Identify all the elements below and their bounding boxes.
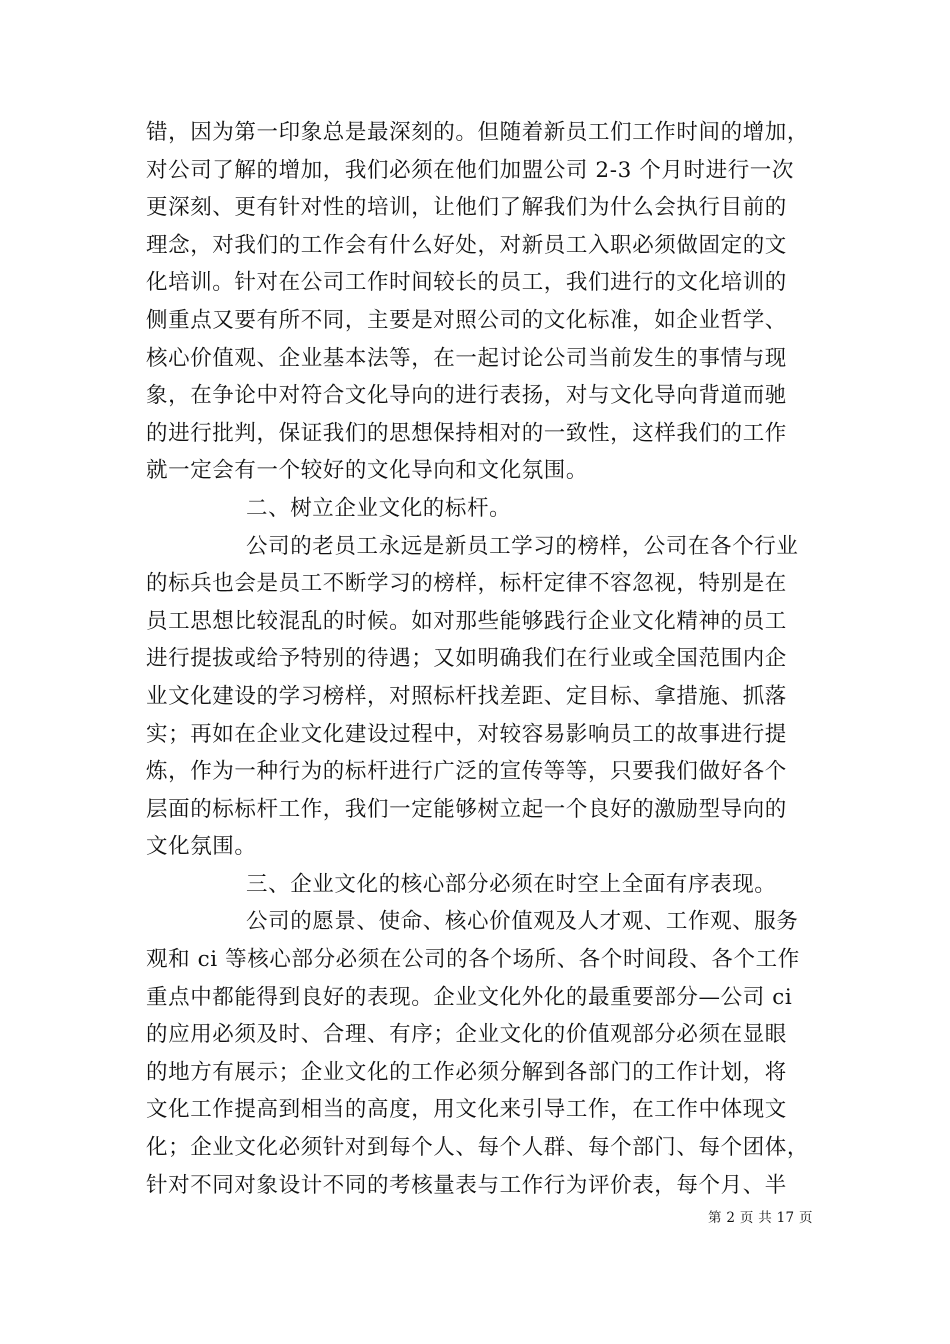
heading-section-2: 二、树立企业文化的标杆。 (246, 495, 512, 521)
body-text (146, 114, 826, 1204)
heading-section-3: 三、企业文化的核心部分必须在时空上全面有序表现。 (246, 871, 777, 897)
page-number: 第 2 页 共 17 页 (708, 1210, 813, 1226)
paragraph-benchmark: 公司的老员工永远是新员工学习的榜样，公司在各个行业 的标兵也会是员工不断学习的榜样，标杆定律不容忽视，特别是在 员工思想比较混乱的时候。如对那些能够践行企业文化精神的员工 进行提拔或给予特别的待遇；又如明确我们在行业或全国范围内企 业文化建设的学习榜样，对照标杆找差距、定目标、拿措施、抓落 实；再如在企业文化建设过程中，对较容易影响员工的故事进行提 炼，作为一种行为的标杆进行广泛的宣传等等，只要我们做好各个 层面的标标杆工作，我们一定能够树立起一个良好的激励型导向的 文化氛围。 (146, 533, 799, 860)
paragraph-continuation: 错，因为第一印象总是最深刻的。但随着新员工们工作时间的增加， 对公司了解的增加，我们必须在他们加盟公司 2-3 个月时进行一次 更深刻、更有针对性的培训，让他们了解我们为什么会执行目前的 理念，对我们的工作会有什么好处，对新员工入职必须做固定的文 化培训。针对在公司工作时间较长的员工，我们进行的文化培训的 侧重点又要有所不同，主要是对照公司的文化标准，如企业哲学、 核心价值观、企业基本法等，在一起讨论公司当前发生的事情与现 象，在争论中对符合文化导向的进行表扬，对与文化导向背道而驰 的进行批判，保证我们的思想保持相对的一致性，这样我们的工作 就一定会有一个较好的文化导向和文化氛围。 (146, 120, 810, 484)
paragraph-core-expression: 公司的愿景、使命、核心价值观及人才观、工作观、服务 观和 ci 等核心部分必须在公司的各个场所、各个时间段、各个工作 重点中都能得到良好的表现。企业文化外化的最重要部分—公司 ci 的应用必须及时、合理、有序；企业文化的价值观部分必须在显眼 的地方有展示；企业文化的工作必须分解到各部门的工作计划，将 文化工作提高到相当的高度，用文化来引导工作，在工作中体现文 化；企业文化必须针对到每个人、每个人群、每个部门、每个团体， 针对不同对象设计不同的考核量表与工作行为评价表，每个月、半 (146, 909, 810, 1198)
